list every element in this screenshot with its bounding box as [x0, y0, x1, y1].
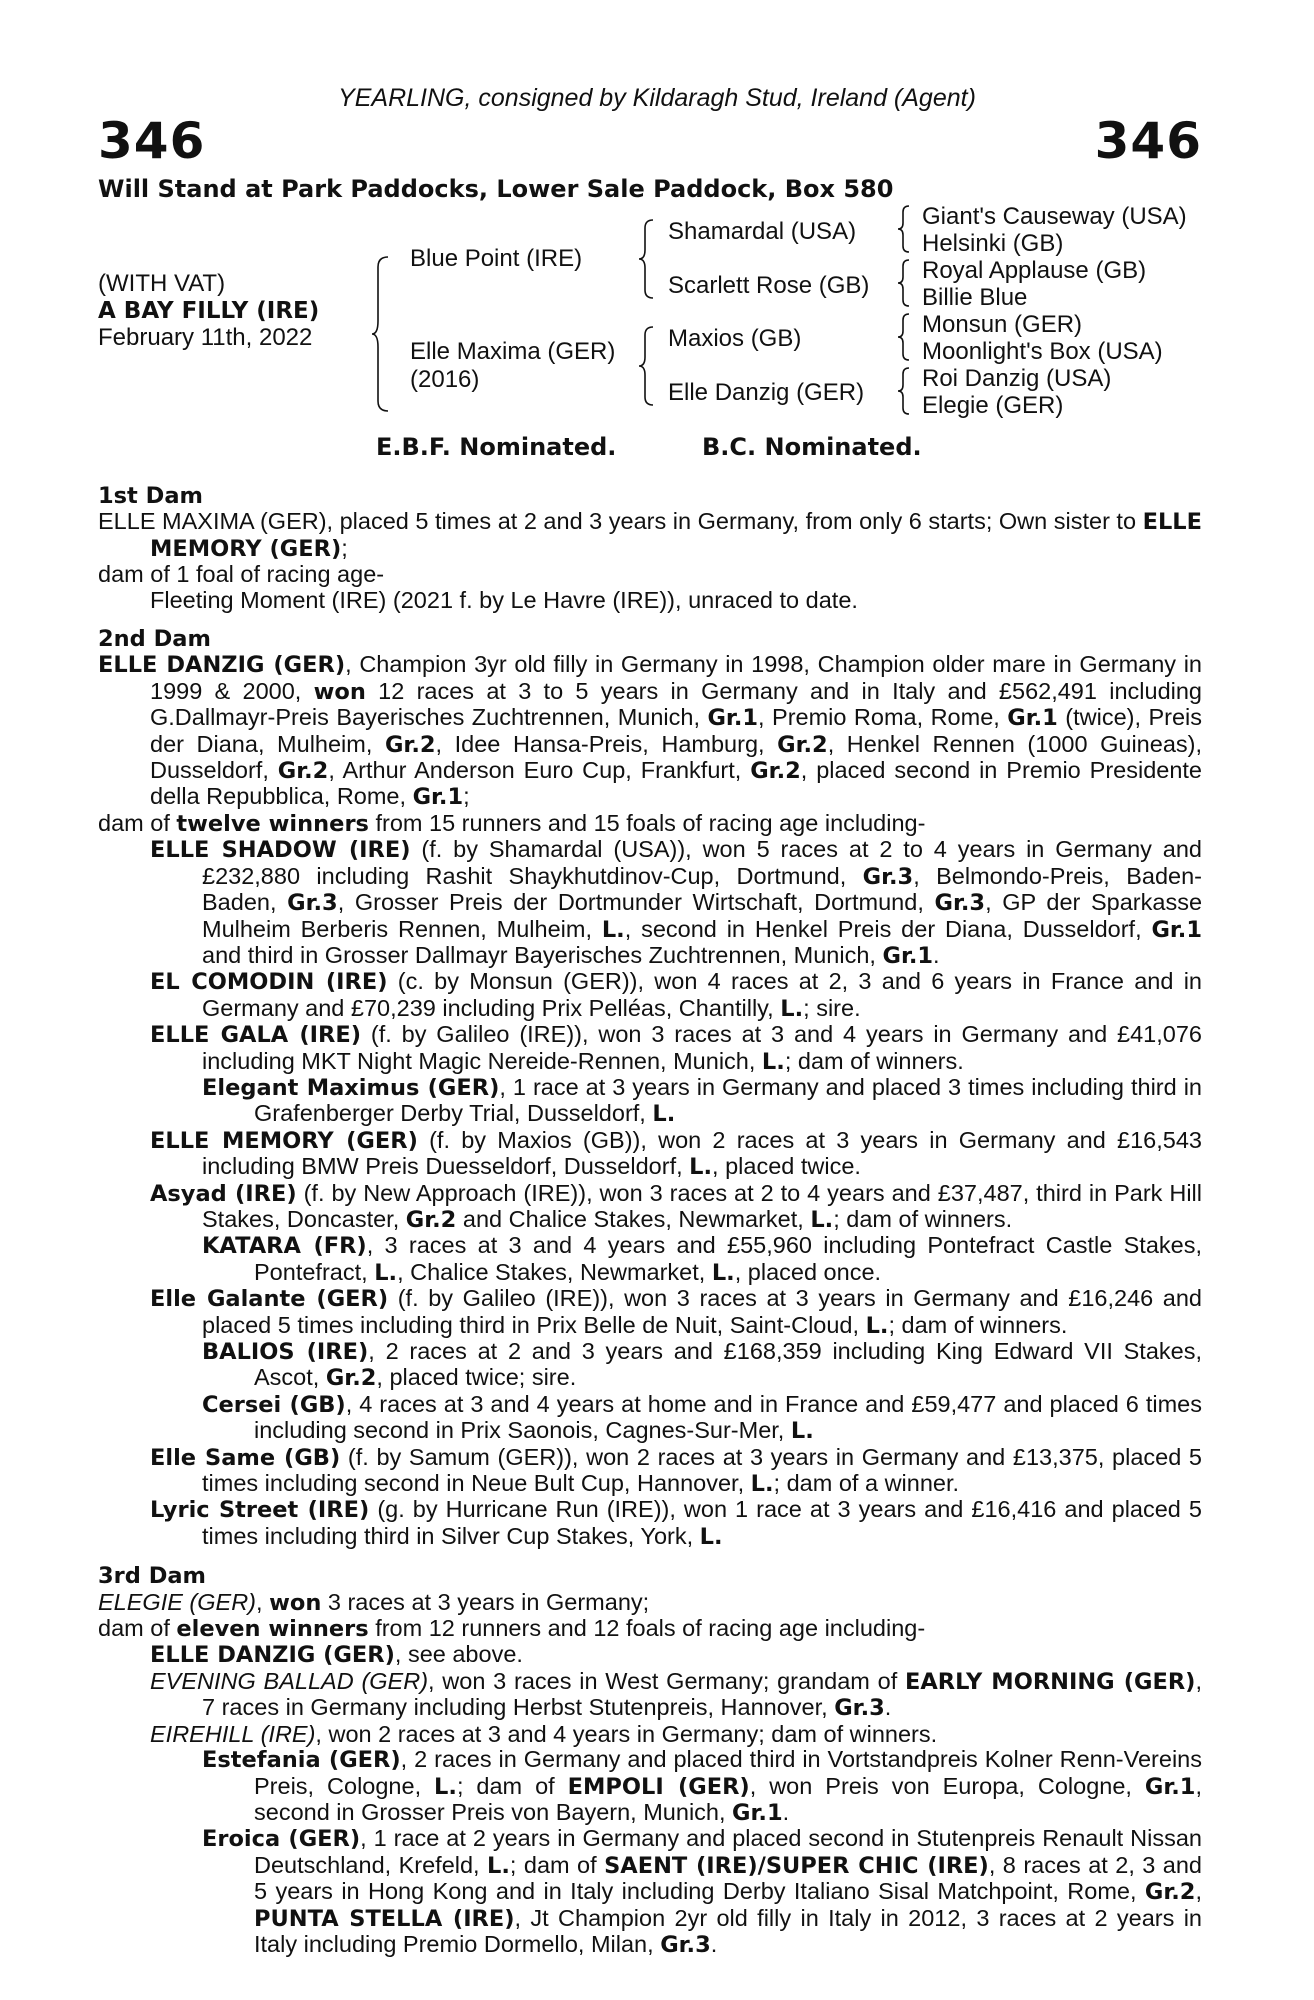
text-run: Gr.2 [1144, 1879, 1196, 1906]
text-run: twelve winners [176, 810, 369, 837]
text-run: , see above. [394, 1641, 523, 1668]
text-run: (f. by Maxios (GB)), won 2 races at 3 years in Germany and £16,543 including BMW Preis Duesseldorf, Dusseldorf, [202, 1126, 1202, 1180]
text-run: , 1 race at 3 years in Germany and placed 3 times including third in Grafenberger Derby Trial, Dusseldorf, [254, 1073, 1202, 1127]
pedigree-brace-g4 [896, 366, 912, 416]
text-run: and Chalice Stakes, Newmarket, [456, 1205, 811, 1232]
text-run: . [884, 1694, 892, 1721]
text-run: , 8 races at 2, 3 and 5 years in Hong Kong and in Italy including Derby Italiano Sisal Matchpoint, Rome, [254, 1851, 1202, 1905]
text-run: EMPOLI (GER) [567, 1773, 750, 1800]
text-run: , placed once. [734, 1258, 882, 1285]
text-run: Gr.3 [287, 890, 338, 917]
text-run: Gr.2 [777, 731, 828, 758]
text-run: (f. by Galileo (IRE)), won 3 races at 3 and 4 years in Germany and £41,076 including MKT Night Magic Nereide-Rennen, Munich, [202, 1021, 1202, 1074]
lot-number-left: 346 [98, 112, 206, 170]
pedigree-brace-sire [637, 218, 657, 300]
text-run: ; dam of a winner. [773, 1470, 960, 1497]
pedigree-entry [98, 1642, 1202, 1668]
text-run: BALIOS (IRE) [202, 1339, 369, 1365]
pedigree-entry [98, 1075, 1202, 1128]
text-run: dam of 1 foal of racing age- [98, 561, 385, 588]
text-run: , GP der Sparkasse Mulheim Berberis Rennen, Mulheim, [202, 889, 1203, 942]
pedigree-brace-g1 [896, 204, 912, 254]
stand-location: Will Stand at Park Paddocks, Lower Sale Paddock, Box 580 [98, 175, 894, 203]
text-run: Gr.1 [1151, 916, 1202, 943]
text-run: , second in Henkel Preis der Diana, Dusseldorf, [624, 915, 1152, 942]
text-run: SAENT (IRE)/SUPER CHIC (IRE) [604, 1852, 989, 1879]
pedigree-entry [98, 1233, 1202, 1286]
text-run: L. [810, 1206, 834, 1233]
text-run: (f. by Samum (GER)), won 2 races at 3 years in Germany and £13,375, placed 5 times including second in Neue Bult Cup, Hannover, [202, 1443, 1202, 1497]
text-run: L. [699, 1523, 723, 1550]
pedigree-entry [98, 1747, 1202, 1826]
text-run: KATARA (FR) [202, 1233, 367, 1260]
text-run: EIREHILL (IRE) [150, 1720, 316, 1747]
text-run: Fleeting Moment (IRE) (2021 f. by Le Havre (IRE)), unraced to date. [150, 586, 858, 613]
text-run: won [313, 678, 366, 705]
text-run: Gr.3 [934, 890, 986, 917]
text-run: ELLE MEMORY (GER) [150, 509, 1202, 562]
pedigree-entry [98, 1022, 1202, 1075]
pedigree-entry [98, 1616, 1202, 1642]
text-run: ; dam of [456, 1772, 568, 1799]
dam-records [98, 484, 1202, 1958]
text-run: ; [341, 534, 348, 561]
text-run: , placed twice. [712, 1153, 861, 1180]
text-run: L. [601, 916, 625, 943]
text-run: ; dam of winners. [888, 1311, 1068, 1338]
text-run: Gr.2 [750, 758, 801, 785]
text-run: . [933, 941, 940, 968]
text-run: Gr.1 [707, 705, 759, 732]
ebf-nomination: E.B.F. Nominated. [376, 433, 617, 461]
text-run: , 2 races in Germany and placed third in Vortstandpreis Kolner Renn-Vereins Preis, Cologne, [254, 1746, 1202, 1799]
pedigree-entry [98, 1286, 1202, 1339]
pedigree-dam: Elle Maxima (GER) [410, 338, 616, 365]
text-run: (c. by Monsun (GER)), won 4 races at 2, 3 and 6 years in France and in Germany and £70,239 including Prix Pelléas, Chantilly, [202, 968, 1202, 1021]
text-run: L. [689, 1154, 713, 1181]
foaling-date: February 11th, 2022 [98, 324, 313, 351]
text-run: L. [434, 1773, 457, 1800]
pedigree-brace-dam [637, 325, 657, 407]
text-run: , 2 races at 2 and 3 years and £168,359 including King Edward VII Stakes, Ascot, [254, 1338, 1203, 1391]
text-run: , 3 races at 3 and 4 years and £55,960 including Pontefract Castle Stakes, Pontefract, [254, 1232, 1202, 1285]
first-dam-produce-intro [98, 562, 1202, 587]
vat-note: (WITH VAT) [98, 270, 226, 297]
text-run: ; sire. [803, 994, 861, 1021]
text-run: , Jt Champion 2yr old filly in Italy in 2012, 3 races at 2 years in Italy including Premio Dormello, Milan, [254, 1904, 1202, 1957]
pedigree-gg-8: Elegie (GER) [922, 392, 1064, 419]
pedigree-sire-sire: Shamardal (USA) [668, 218, 857, 245]
text-run: , [256, 1588, 270, 1615]
text-run: Elle Same (GB) [150, 1444, 341, 1471]
text-run: ELLE GALA (IRE) [150, 1022, 362, 1049]
text-run: L. [750, 1471, 774, 1498]
pedigree-entry [98, 1181, 1202, 1234]
text-run: won [269, 1589, 322, 1616]
pedigree-gg-2: Helsinki (GB) [922, 230, 1064, 257]
text-run: (twice), Preis der Diana, Mulheim, [150, 704, 1202, 757]
consignment-line: YEARLING, consigned by Kildaragh Stud, Ireland (Agent) [338, 84, 976, 112]
text-run: EL COMODIN (IRE) [150, 969, 388, 996]
pedigree-gg-5: Monsun (GER) [922, 311, 1083, 338]
text-run: Lyric Street (IRE) [150, 1497, 370, 1524]
pedigree-brace-main [370, 255, 392, 413]
text-run: , Arthur Anderson Euro Cup, Frankfurt, [328, 757, 751, 784]
text-run: Gr.1 [732, 1799, 783, 1826]
text-run: EVENING BALLAD (GER) [150, 1667, 429, 1694]
text-run: 3 races at 3 years in Germany; [321, 1588, 650, 1615]
pedigree-dam-year: (2016) [410, 366, 480, 393]
text-run: eleven winners [176, 1616, 369, 1643]
text-run: Gr.2 [384, 731, 436, 758]
text-run: Gr.1 [1144, 1773, 1196, 1800]
horse-name: A BAY FILLY (IRE) [98, 298, 320, 324]
text-run: L. [487, 1852, 510, 1879]
text-run: , won 3 races in West Germany; grandam of [428, 1667, 905, 1694]
text-run: Asyad (IRE) [150, 1180, 297, 1207]
text-run: Gr.3 [862, 863, 914, 890]
pedigree-entry [98, 1392, 1202, 1445]
text-run: ELLE MAXIMA (GER), placed 5 times at 2 and 3 years in Germany, from only 6 starts; Own sister to [98, 508, 1143, 535]
text-run: 12 races at 3 to 5 years in Germany and in Italy and £562,491 including G.Dallmayr-Preis Bayerisches Zuchtrennen, Munich, [150, 677, 1202, 731]
text-run: Gr.3 [834, 1695, 885, 1722]
pedigree-entry [98, 1826, 1202, 1958]
text-run: Eroica (GER) [202, 1826, 361, 1853]
text-run: ; dam of winners. [833, 1205, 1013, 1232]
bc-nomination: B.C. Nominated. [702, 433, 922, 461]
text-run: Gr.2 [325, 1365, 377, 1392]
text-run: (f. by New Approach (IRE)), won 3 races at 2 to 4 years and £37,487, third in Park Hill Stakes, Doncaster, [202, 1179, 1202, 1232]
pedigree-entry [98, 1669, 1202, 1722]
text-run: (f. by Galileo (IRE)), won 3 races at 3 years in Germany and £16,246 and placed 5 times including third in Prix Belle de Nuit, Saint-Cloud, [202, 1285, 1202, 1338]
text-run: , placed second in Premio Presidente della Repubblica, Rome, [150, 757, 1202, 810]
text-run: L. [374, 1259, 398, 1286]
pedigree-brace-g3 [896, 312, 912, 362]
pedigree-dam-sire: Maxios (GB) [668, 325, 802, 352]
pedigree-sire: Blue Point (IRE) [410, 245, 583, 272]
pedigree-entry [98, 811, 1202, 837]
text-run: (f. by Shamardal (USA)), won 5 races at 2 to 4 years in Germany and £232,880 including Rashit Shaykhutdinov-Cup, Dortmund, [202, 836, 1202, 889]
text-run: . [710, 1930, 718, 1957]
pedigree-entry [98, 1339, 1202, 1392]
text-run: , Idee Hansa-Preis, Hamburg, [435, 730, 778, 757]
text-run: Gr.1 [412, 784, 464, 811]
text-run: Gr.1 [882, 942, 934, 969]
text-run: , won Preis von Europa, Cologne, [749, 1772, 1145, 1799]
text-run: , [1195, 1878, 1202, 1905]
text-run: from 15 runners and 15 foals of racing age including- [368, 809, 926, 836]
text-run: Estefania (GER) [202, 1747, 401, 1774]
text-run: PUNTA STELLA (IRE) [254, 1905, 515, 1932]
text-run: Gr.2 [277, 758, 329, 785]
text-run: Gr.2 [405, 1206, 457, 1233]
text-run: , second in Grosser Preis von Bayern, Munich, [254, 1772, 1202, 1825]
third-dam-heading: 3rd Dam [98, 1563, 206, 1590]
pedigree-entry [98, 1128, 1202, 1181]
text-run: , Henkel Rennen (1000 Guineas), Dusseldorf, [150, 730, 1202, 784]
text-run: , placed twice; sire. [376, 1364, 577, 1391]
text-run: , 1 race at 2 years in Germany and placed second in Stutenpreis Renault Nissan Deutschland, Krefeld, [254, 1825, 1202, 1878]
pedigree-gg-3: Royal Applause (GB) [922, 257, 1147, 284]
first-dam-heading: 1st Dam [98, 483, 203, 509]
text-run: , 7 races in Germany including Herbst Stutenpreis, Hannover, [202, 1667, 1202, 1721]
pedigree-gg-1: Giant's Causeway (USA) [922, 203, 1187, 230]
text-run: , Champion 3yr old filly in Germany in 1998, Champion older mare in Germany in 1999 & 2000, [150, 651, 1202, 704]
text-run: L. [652, 1101, 676, 1128]
text-run: ELLE DANZIG (GER) [150, 1642, 395, 1669]
third-dam-section [98, 1590, 1202, 1959]
text-run: Gr.1 [1007, 705, 1058, 732]
text-run: L. [780, 995, 804, 1022]
pedigree-entry [98, 837, 1202, 969]
text-run: Gr.3 [660, 1931, 711, 1958]
pedigree-entry [98, 1445, 1202, 1498]
pedigree-gg-7: Roi Danzig (USA) [922, 365, 1112, 392]
pedigree-brace-g2 [896, 258, 912, 308]
text-run: , Premio Roma, Rome, [758, 704, 1008, 731]
text-run: (g. by Hurricane Run (IRE)), won 1 race at 3 years and £16,416 and placed 5 times including third in Silver Cup Stakes, York, [202, 1496, 1202, 1549]
text-run: , won 2 races at 3 and 4 years in Germany; dam of winners. [315, 1720, 938, 1747]
text-run: L. [790, 1418, 814, 1445]
text-run: dam of [98, 1615, 177, 1642]
pedigree-entry [98, 1497, 1202, 1550]
pedigree-entry [98, 1590, 1202, 1616]
text-run: , Belmondo-Preis, Baden-Baden, [202, 862, 1202, 916]
first-dam-produce [98, 588, 1202, 613]
text-run: ELLE DANZIG (GER) [98, 652, 346, 679]
text-run: EARLY MORNING (GER) [905, 1668, 1196, 1695]
text-run: , Grosser Preis der Dortmunder Wirtschaft, Dortmund, [337, 889, 935, 916]
pedigree-gg-6: Moonlight's Box (USA) [922, 338, 1163, 365]
text-run: L. [761, 1048, 785, 1075]
text-run: ELLE SHADOW (IRE) [150, 837, 411, 864]
text-run: . [782, 1798, 790, 1825]
text-run: and third in Grosser Dallmayr Bayerisches Zuchtrennen, Munich, [202, 941, 883, 968]
pedigree-sire-dam: Scarlett Rose (GB) [668, 272, 870, 299]
text-run: ELLE MEMORY (GER) [150, 1127, 418, 1154]
text-run: L. [865, 1312, 889, 1339]
second-dam-heading: 2nd Dam [98, 626, 211, 653]
pedigree-dam-dam: Elle Danzig (GER) [668, 379, 865, 406]
text-run: Cersei (GB) [202, 1391, 346, 1418]
text-run: ELEGIE (GER) [98, 1588, 257, 1615]
lot-number-right: 346 [1094, 112, 1202, 170]
text-run: dam of [98, 809, 177, 836]
pedigree-gg-4: Billie Blue [922, 284, 1028, 311]
text-run: L. [711, 1259, 735, 1286]
pedigree-entry [98, 969, 1202, 1022]
text-run: , 4 races at 3 and 4 years at home and in France and £59,477 and placed 6 times including second in Prix Saonois, Cagnes-Sur-Mer, [254, 1390, 1202, 1444]
text-run: Elegant Maximus (GER) [202, 1074, 500, 1101]
text-run: Elle Galante (GER) [150, 1286, 389, 1313]
text-run: , Chalice Stakes, Newmarket, [397, 1258, 712, 1285]
text-run: ; dam of winners. [784, 1047, 964, 1074]
text-run: from 12 runners and 12 foals of racing age including- [368, 1615, 926, 1642]
second-dam-section [98, 652, 1202, 1550]
text-run: ; [463, 783, 470, 810]
text-run: ; dam of [509, 1851, 605, 1878]
pedigree-entry [98, 1722, 1202, 1747]
first-dam-record [98, 509, 1202, 562]
pedigree-entry [98, 652, 1202, 810]
